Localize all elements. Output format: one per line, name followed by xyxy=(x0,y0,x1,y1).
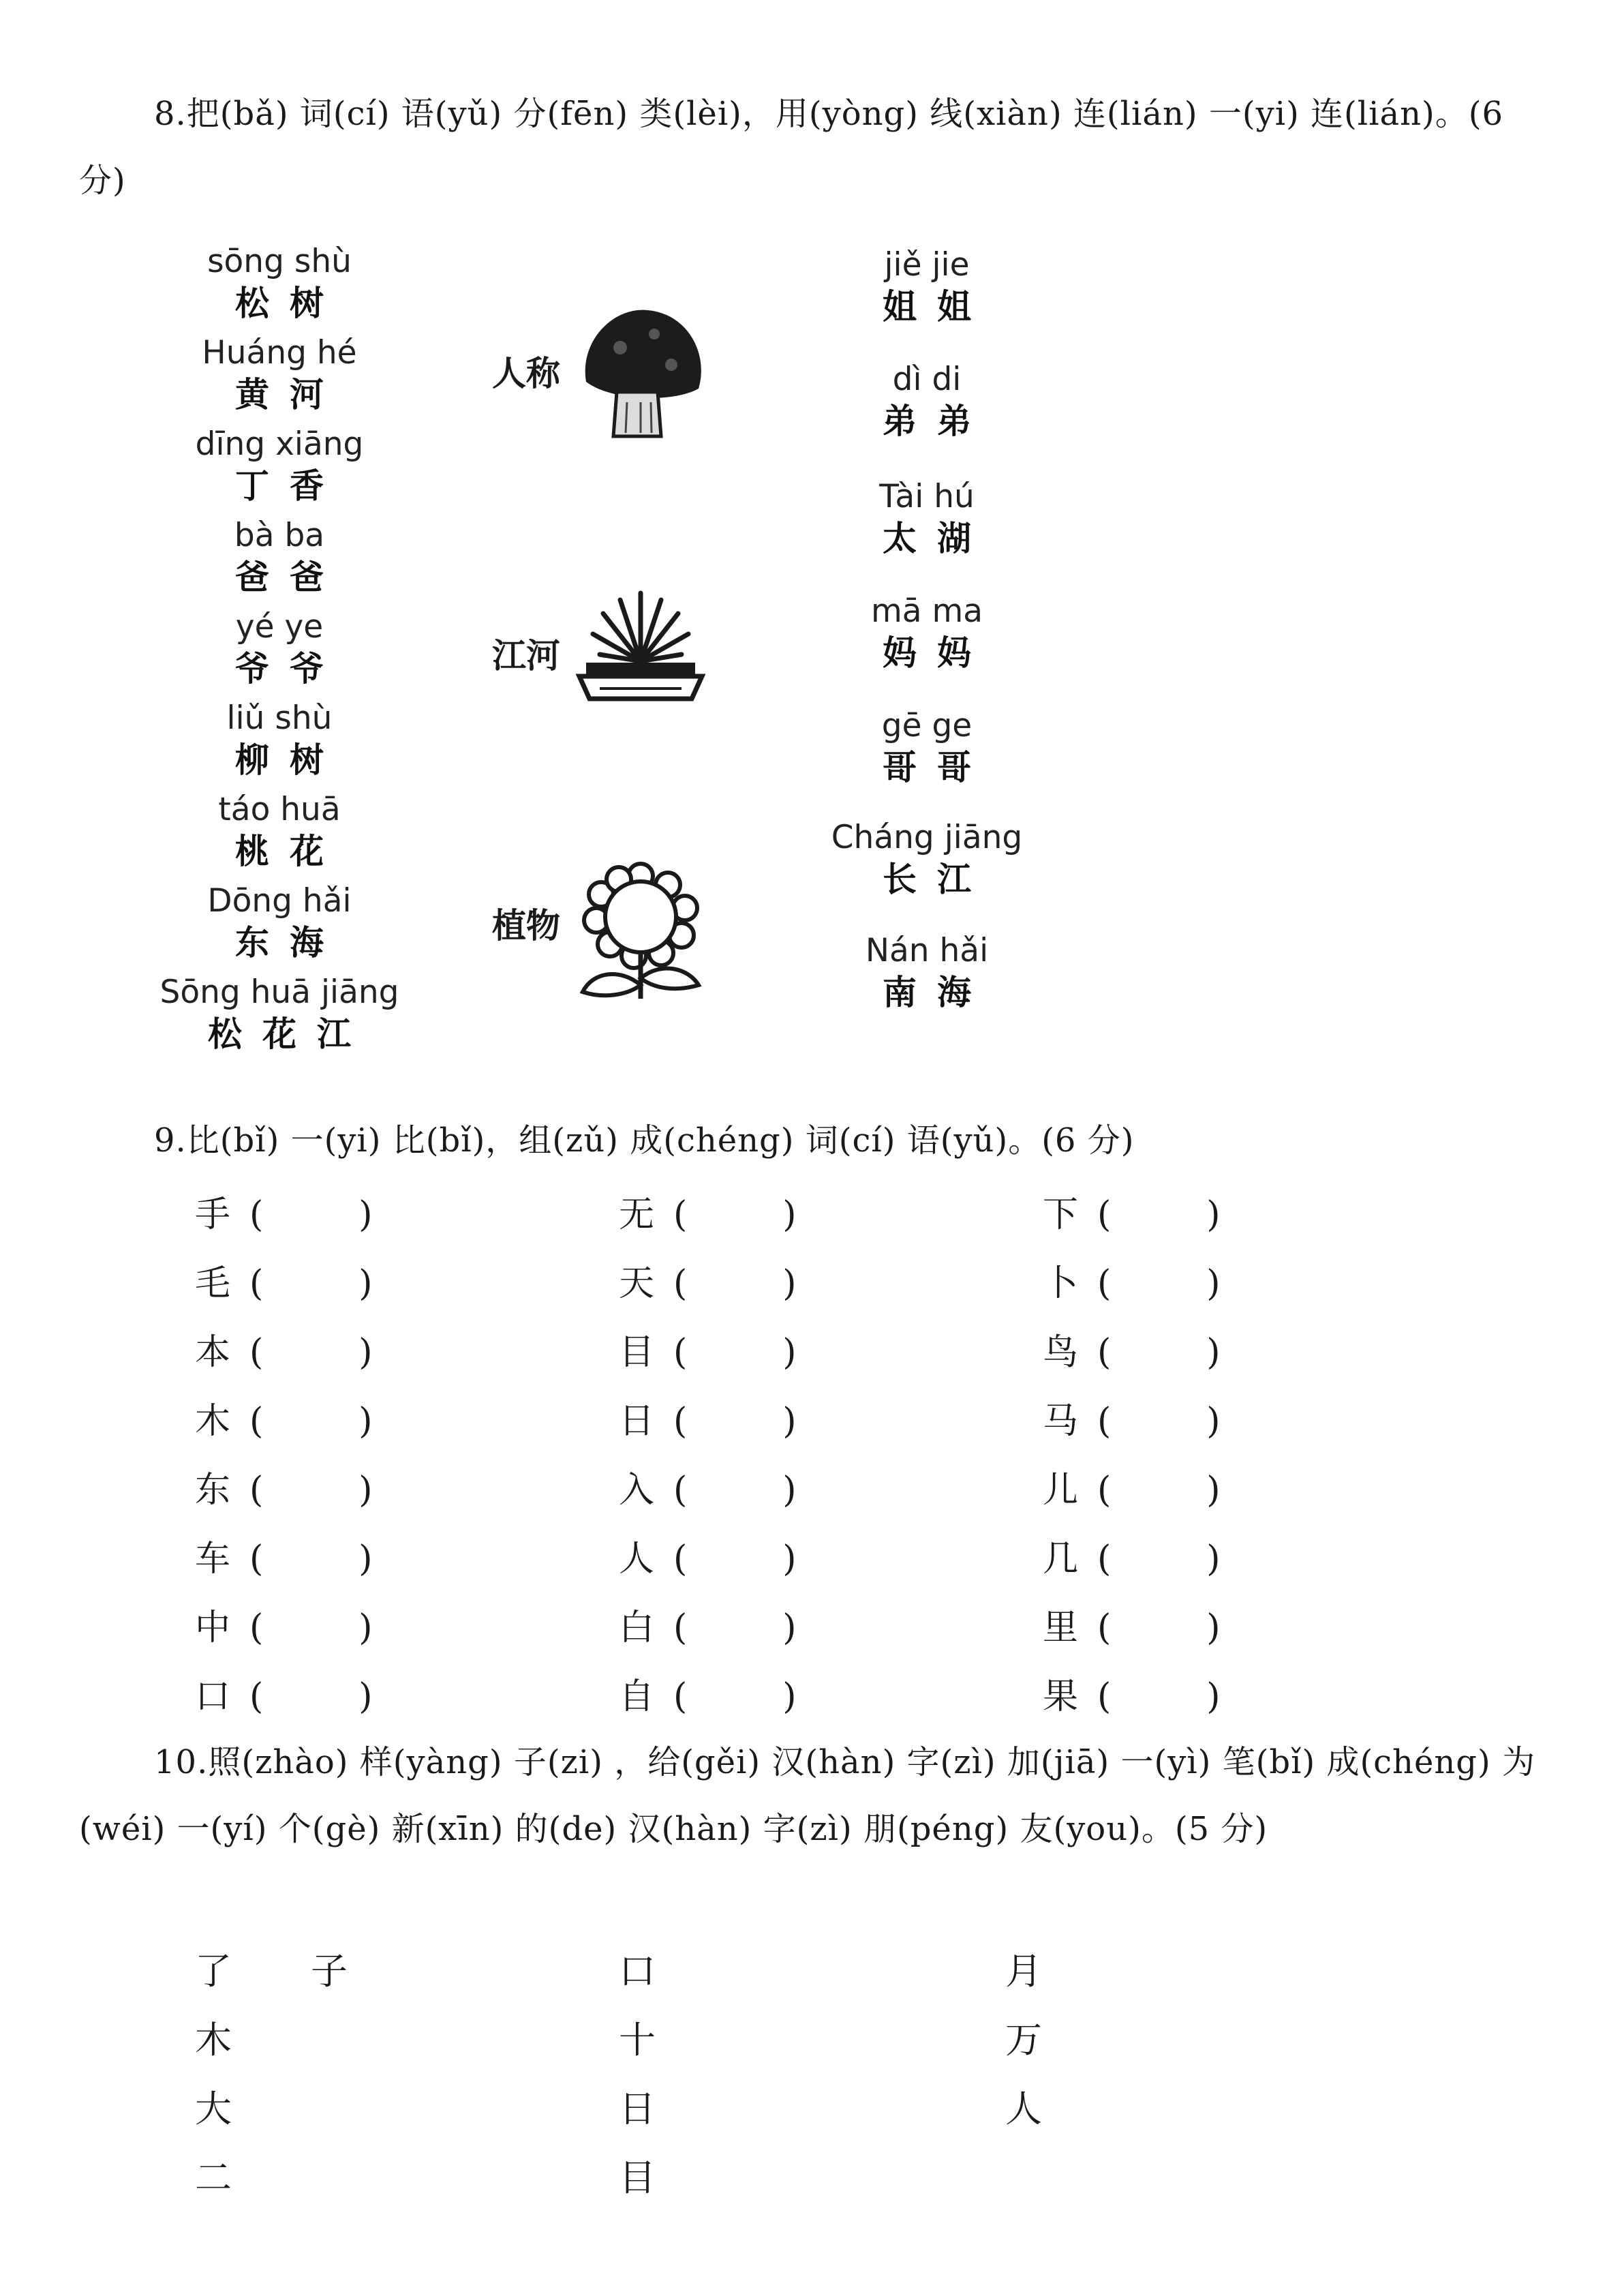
sunflower-icon xyxy=(572,859,709,1002)
question-10-title: 10.照(zhào) 样(yàng) 子(zi) ，给(gěi) 汉(hàn) 字(zì) 加(jiā) 一(yì) 笔(bǐ) 成(chéng) 为(wéi) 一(yí) 个(gè) 新(xīn) 的(de) 汉(hàn) 字(zì) 朋(péng) 友(you)。(5 分) xyxy=(79,1743,1535,1848)
open-paren: ( xyxy=(673,1332,688,1373)
word-item-left[interactable] xyxy=(136,242,423,325)
close-paren: ) xyxy=(782,1607,797,1648)
close-paren: ) xyxy=(358,1470,373,1511)
base-character: 车 xyxy=(195,1539,231,1580)
word-item-right[interactable] xyxy=(804,818,1050,901)
word-item-left[interactable] xyxy=(136,699,423,782)
open-paren: ( xyxy=(249,1470,264,1511)
close-paren: ) xyxy=(1206,1194,1221,1235)
open-paren: ( xyxy=(673,1401,688,1442)
word-blank-item xyxy=(619,1676,797,1717)
word-blank-item xyxy=(1043,1676,1221,1717)
hanzi-text: 太湖 xyxy=(883,519,992,558)
word-blank-item xyxy=(619,1607,797,1648)
base-character: 东 xyxy=(195,1470,231,1511)
word-blank-item xyxy=(195,1607,373,1648)
open-paren: ( xyxy=(673,1607,688,1648)
mushroom-icon xyxy=(572,300,709,443)
word-item-left[interactable] xyxy=(136,607,423,691)
pinyin-text: liǔ shù xyxy=(226,699,333,737)
pinyin-text: Cháng jiāng xyxy=(831,819,1023,856)
hanzi-text: 南海 xyxy=(883,973,992,1012)
word-item-left[interactable] xyxy=(136,881,423,965)
word-blank-item xyxy=(619,1401,797,1442)
base-character: 人 xyxy=(1005,2087,1042,2130)
close-paren: ) xyxy=(358,1607,373,1648)
base-character: 二 xyxy=(195,2156,232,2199)
word-blank-item xyxy=(195,1539,373,1580)
question-8-title: 8.把(bǎ) 词(cí) 语(yǔ) 分(fēn) 类(lèi)，用(yòng) 线(xiàn) 连(lián) 一(yi) 连(lián)。(6 分) xyxy=(79,95,1504,200)
open-paren: ( xyxy=(249,1194,264,1235)
potted-plant-icon xyxy=(572,586,709,709)
close-paren: ) xyxy=(782,1470,797,1511)
close-paren: ) xyxy=(782,1263,797,1304)
hanzi-text: 柳树 xyxy=(235,740,344,780)
open-paren: ( xyxy=(673,1539,688,1580)
base-character: 天 xyxy=(619,1263,655,1304)
example-answer: 子 xyxy=(311,1950,348,1993)
base-character: 万 xyxy=(1005,2019,1042,2061)
hanzi-text: 松树 xyxy=(235,284,344,323)
base-character: 本 xyxy=(195,1332,231,1373)
close-paren: ) xyxy=(358,1676,373,1717)
hanzi-text: 黄河 xyxy=(235,375,344,414)
hanzi-text: 桃花 xyxy=(235,832,344,871)
base-character: 马 xyxy=(1043,1401,1079,1442)
hanzi-text: 长江 xyxy=(883,860,992,899)
pinyin-text: Dōng hǎi xyxy=(207,882,352,920)
pinyin-text: Sōng huā jiāng xyxy=(159,973,399,1011)
open-paren: ( xyxy=(249,1539,264,1580)
open-paren: ( xyxy=(673,1676,688,1717)
base-character: 口 xyxy=(195,1676,231,1717)
word-item-right[interactable] xyxy=(804,477,1050,560)
close-paren: ) xyxy=(782,1539,797,1580)
open-paren: ( xyxy=(1097,1194,1112,1235)
base-character: 中 xyxy=(195,1607,231,1648)
base-character: 十 xyxy=(619,2019,656,2061)
hanzi-text: 姐姐 xyxy=(883,287,992,327)
open-paren: ( xyxy=(249,1401,264,1442)
word-blank-item xyxy=(1043,1607,1221,1648)
hanzi-text: 妈妈 xyxy=(883,633,992,673)
word-item-left[interactable] xyxy=(136,790,423,873)
base-character: 下 xyxy=(1043,1194,1079,1235)
hanzi-text: 松花江 xyxy=(208,1014,371,1054)
word-blank-item xyxy=(1043,1332,1221,1373)
open-paren: ( xyxy=(673,1470,688,1511)
base-character: 日 xyxy=(619,1401,655,1442)
close-paren: ) xyxy=(358,1194,373,1235)
pinyin-text: táo huā xyxy=(218,791,341,828)
pinyin-text: Tài hú xyxy=(879,478,975,515)
word-blank-item xyxy=(1043,1470,1221,1511)
base-character: 无 xyxy=(619,1194,655,1235)
base-character: 木 xyxy=(195,2019,232,2061)
base-character: 几 xyxy=(1043,1539,1079,1580)
close-paren: ) xyxy=(782,1401,797,1442)
pinyin-text: mā ma xyxy=(870,592,983,630)
base-character: 入 xyxy=(619,1470,655,1511)
category-label-rivers: 江河 xyxy=(492,636,560,676)
base-character: 月 xyxy=(1005,1950,1042,1993)
word-blank-item xyxy=(1043,1401,1221,1442)
pinyin-text: dīng xiāng xyxy=(195,425,364,463)
close-paren: ) xyxy=(358,1539,373,1580)
word-item-right[interactable] xyxy=(804,592,1050,675)
base-character: 了 xyxy=(195,1950,232,1993)
hanzi-text: 丁香 xyxy=(235,466,344,506)
base-character: 鸟 xyxy=(1043,1332,1079,1373)
pinyin-text: bà ba xyxy=(234,517,325,554)
word-item-right[interactable] xyxy=(804,931,1050,1014)
base-character: 果 xyxy=(1043,1676,1079,1717)
open-paren: ( xyxy=(249,1676,264,1717)
open-paren: ( xyxy=(249,1263,264,1304)
base-character: 木 xyxy=(195,1401,231,1442)
word-blank-item xyxy=(1043,1539,1221,1580)
hanzi-text: 东海 xyxy=(235,923,344,963)
hanzi-text: 哥哥 xyxy=(883,748,992,787)
base-character: 人 xyxy=(619,1539,655,1580)
hanzi-text: 爷爷 xyxy=(235,649,344,689)
open-paren: ( xyxy=(1097,1332,1112,1373)
close-paren: ) xyxy=(1206,1607,1221,1648)
word-item-left[interactable] xyxy=(136,516,423,599)
open-paren: ( xyxy=(673,1263,688,1304)
pinyin-text: Nán hǎi xyxy=(865,932,989,969)
pinyin-text: Huáng hé xyxy=(202,334,357,372)
open-paren: ( xyxy=(673,1194,688,1235)
pinyin-text: gē ge xyxy=(881,707,973,744)
base-character: 口 xyxy=(619,1950,656,1993)
close-paren: ) xyxy=(782,1194,797,1235)
base-character: 大 xyxy=(195,2087,232,2130)
word-blank-item xyxy=(619,1539,797,1580)
word-item-right[interactable] xyxy=(804,245,1050,329)
open-paren: ( xyxy=(1097,1401,1112,1442)
open-paren: ( xyxy=(249,1332,264,1373)
close-paren: ) xyxy=(1206,1539,1221,1580)
base-character: 目 xyxy=(619,2156,656,2199)
close-paren: ) xyxy=(1206,1332,1221,1373)
word-blank-item xyxy=(619,1263,797,1304)
close-paren: ) xyxy=(1206,1676,1221,1717)
word-item-left[interactable] xyxy=(136,333,423,417)
close-paren: ) xyxy=(358,1401,373,1442)
close-paren: ) xyxy=(1206,1470,1221,1511)
word-blank-item xyxy=(1043,1263,1221,1304)
question-9-title: 9.比(bǐ) 一(yi) 比(bǐ)，组(zǔ) 成(chéng) 词(cí) 语(yǔ)。(6 分) xyxy=(154,1121,1135,1160)
open-paren: ( xyxy=(1097,1263,1112,1304)
word-blank-item xyxy=(195,1401,373,1442)
word-blank-item xyxy=(195,1470,373,1511)
open-paren: ( xyxy=(249,1607,264,1648)
close-paren: ) xyxy=(358,1332,373,1373)
word-blank-item xyxy=(619,1332,797,1373)
word-blank-item xyxy=(619,1470,797,1511)
close-paren: ) xyxy=(1206,1401,1221,1442)
open-paren: ( xyxy=(1097,1607,1112,1648)
close-paren: ) xyxy=(782,1332,797,1373)
word-item-left[interactable] xyxy=(136,425,423,508)
hanzi-text: 弟弟 xyxy=(883,402,992,441)
word-blank-item xyxy=(619,1194,797,1235)
pinyin-text: dì di xyxy=(892,361,962,398)
pinyin-text: jiě jie xyxy=(884,246,970,284)
base-character: 儿 xyxy=(1043,1470,1079,1511)
base-character: 手 xyxy=(195,1194,231,1235)
word-blank-item xyxy=(195,1263,373,1304)
base-character: 自 xyxy=(619,1676,655,1717)
category-label-people: 人称 xyxy=(492,354,560,393)
pinyin-text: sōng shù xyxy=(207,243,352,280)
word-blank-item xyxy=(195,1676,373,1717)
word-item-right[interactable] xyxy=(804,360,1050,443)
base-character: 日 xyxy=(619,2087,656,2130)
base-character: 毛 xyxy=(195,1263,231,1304)
category-label-plants: 植物 xyxy=(492,906,560,946)
base-character: 卜 xyxy=(1043,1263,1079,1304)
open-paren: ( xyxy=(1097,1539,1112,1580)
pinyin-text: yé ye xyxy=(235,608,324,646)
close-paren: ) xyxy=(782,1676,797,1717)
base-character: 里 xyxy=(1043,1607,1079,1648)
word-blank-item xyxy=(195,1332,373,1373)
base-character: 白 xyxy=(619,1607,655,1648)
word-item-right[interactable] xyxy=(804,706,1050,789)
word-blank-item xyxy=(1043,1194,1221,1235)
open-paren: ( xyxy=(1097,1676,1112,1717)
open-paren: ( xyxy=(1097,1470,1112,1511)
close-paren: ) xyxy=(1206,1263,1221,1304)
hanzi-text: 爸爸 xyxy=(235,558,344,597)
word-item-left[interactable] xyxy=(136,973,423,1056)
word-blank-item xyxy=(195,1194,373,1235)
base-character: 目 xyxy=(619,1332,655,1373)
close-paren: ) xyxy=(358,1263,373,1304)
